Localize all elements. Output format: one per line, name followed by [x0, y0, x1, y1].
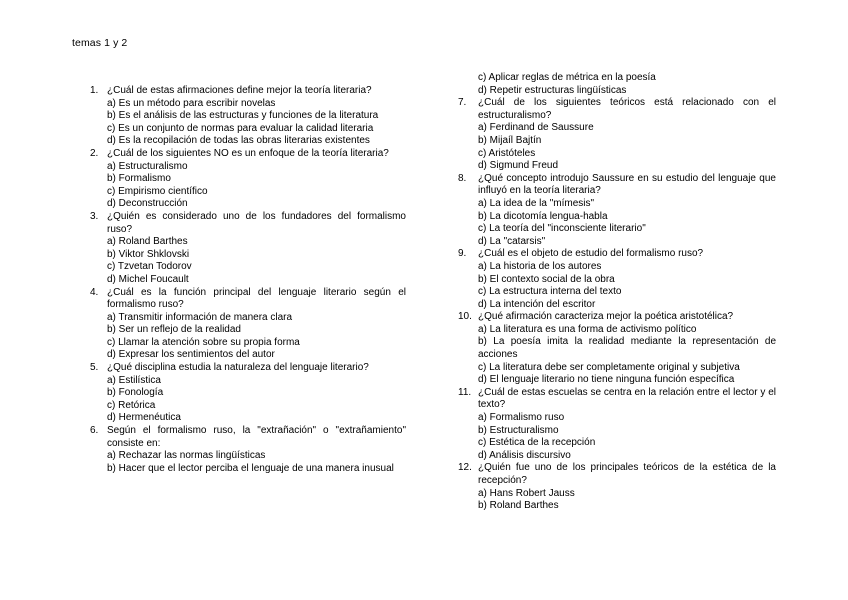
answer-option: d) La intención del escritor [478, 298, 596, 310]
question-block [90, 211, 406, 287]
question-number: 1. [90, 85, 99, 96]
question-text: ¿Cuál de los siguientes NO es un enfoque de la teoría literaria? [107, 147, 389, 159]
answer-option: b) Estructuralismo [478, 424, 559, 436]
question-block [458, 311, 776, 387]
question-block [458, 173, 776, 249]
question-number: 8. [458, 172, 467, 184]
answer-option: d) Hermenéutica [107, 412, 181, 424]
answer-option: a) Transmitir información de manera clara [107, 311, 293, 323]
question-block [458, 248, 776, 311]
question-number: 9. [458, 248, 467, 260]
answer-option: c) Es un conjunto de normas para evaluar la calidad literaria [107, 122, 374, 134]
answer-option: c) Retórica [107, 399, 156, 411]
question-text: ¿Quién fue uno de los principales teóricos de la estética de la recepción? [478, 462, 776, 486]
question-number: 4. [90, 286, 99, 298]
answer-option: a) La literatura es una forma de activismo político [478, 323, 697, 335]
question-text: ¿Cuál de los siguientes teóricos está relacionado con el estructuralismo? [478, 97, 776, 121]
question-number: 3. [90, 210, 99, 222]
answer-option: b) La dicotomía lengua-habla [478, 210, 608, 222]
answer-option: d) Análisis discursivo [478, 449, 571, 461]
answer-option: c) La estructura interna del texto [478, 286, 622, 298]
question-number: 5. [90, 362, 99, 374]
answer-option: c) La literatura debe ser completamente original y subjetiva [478, 361, 740, 373]
answer-option: d) Repetir estructuras lingüísticas [478, 84, 627, 96]
answer-option: c) Aplicar reglas de métrica en la poesía [478, 72, 656, 83]
answer-option: a) Formalismo ruso [478, 412, 565, 424]
continued-options [458, 72, 776, 97]
question-number: 12. [458, 462, 472, 474]
answer-option: b) Formalismo [107, 173, 171, 185]
answer-option: a) Rechazar las normas lingüísticas [107, 450, 266, 462]
answer-option: a) Estructuralismo [107, 160, 188, 172]
answer-option: c) Llamar la atención sobre su propia forma [107, 336, 300, 348]
answer-option: c) Tzvetan Todorov [107, 261, 192, 273]
question-block [458, 462, 776, 512]
answer-option: d) Es la recopilación de todas las obras literarias existentes [107, 135, 370, 147]
answer-option: a) Ferdinand de Saussure [478, 122, 594, 134]
question-number: 6. [90, 425, 99, 437]
question-number: 2. [90, 147, 99, 159]
answer-option: a) La idea de la "mímesis" [478, 197, 595, 209]
question-block [90, 425, 406, 475]
answer-option: d) Expresar los sentimientos del autor [107, 349, 275, 361]
answer-option: c) Empirismo científico [107, 185, 208, 197]
answer-option: b) Fonología [107, 387, 164, 399]
answer-option: b) Viktor Shklovski [107, 248, 190, 260]
answer-option: a) Roland Barthes [107, 236, 188, 248]
question-number: 11. [458, 386, 472, 398]
answer-option: c) Aristóteles [478, 147, 536, 159]
question-block [90, 287, 406, 363]
question-block [458, 387, 776, 463]
question-text: Según el formalismo ruso, la "extrañación" o "extrañamiento" consiste en: [107, 425, 406, 449]
answer-option: a) Es un método para escribir novelas [107, 97, 276, 109]
answer-option: c) Estética de la recepción [478, 437, 596, 449]
question-block [90, 362, 406, 425]
answer-option: d) Sigmund Freud [478, 160, 559, 172]
question-number: 7. [458, 97, 467, 109]
answer-option: b) La poesía imita la realidad mediante la representación de acciones [478, 336, 776, 361]
question-text: ¿Cuál de estas afirmaciones define mejor la teoría literaria? [107, 85, 372, 96]
answer-option: b) Hacer que el lector perciba el lenguaje de una manera inusual [107, 462, 394, 474]
answer-option: c) La teoría del "inconsciente literario" [478, 223, 646, 235]
answer-option: b) Es el análisis de las estructuras y funciones de la literatura [107, 110, 379, 122]
question-block [458, 97, 776, 173]
answer-option: a) La historia de los autores [478, 260, 602, 272]
question-text: ¿Cuál de estas escuelas se centra en la relación entre el lector y el texto? [478, 386, 776, 411]
question-text: ¿Cuál es el objeto de estudio del formalismo ruso? [478, 248, 704, 260]
question-block [90, 148, 406, 211]
answer-option: b) Roland Barthes [478, 500, 559, 512]
left-column [90, 85, 406, 475]
question-text: ¿Qué afirmación caracteriza mejor la poética aristotélica? [478, 311, 734, 323]
answer-option: b) Mijaíl Bajtín [478, 134, 542, 146]
question-block [90, 85, 406, 148]
answer-option: d) La "catarsis" [478, 235, 546, 247]
answer-option: d) Michel Foucault [107, 273, 189, 285]
page-title: temas 1 y 2 [72, 37, 128, 49]
question-text: ¿Cuál es la función principal del lenguaje literario según el formalismo ruso? [107, 286, 406, 311]
question-number: 10. [458, 311, 472, 323]
answer-option: a) Hans Robert Jauss [478, 487, 575, 499]
answer-option: a) Estilística [107, 374, 161, 386]
right-column [458, 72, 776, 513]
answer-option: b) Ser un reflejo de la realidad [107, 324, 241, 336]
answer-option: d) Deconstrucción [107, 198, 188, 210]
question-text: ¿Qué concepto introdujo Saussure en su estudio del lenguaje que influyó en la teoría literaria? [478, 172, 776, 197]
answer-option: b) El contexto social de la obra [478, 273, 615, 285]
question-text: ¿Quién es considerado uno de los fundadores del formalismo ruso? [107, 210, 406, 235]
answer-option: d) El lenguaje literario no tiene ninguna función específica [478, 374, 735, 386]
question-text: ¿Qué disciplina estudia la naturaleza del lenguaje literario? [107, 362, 369, 374]
